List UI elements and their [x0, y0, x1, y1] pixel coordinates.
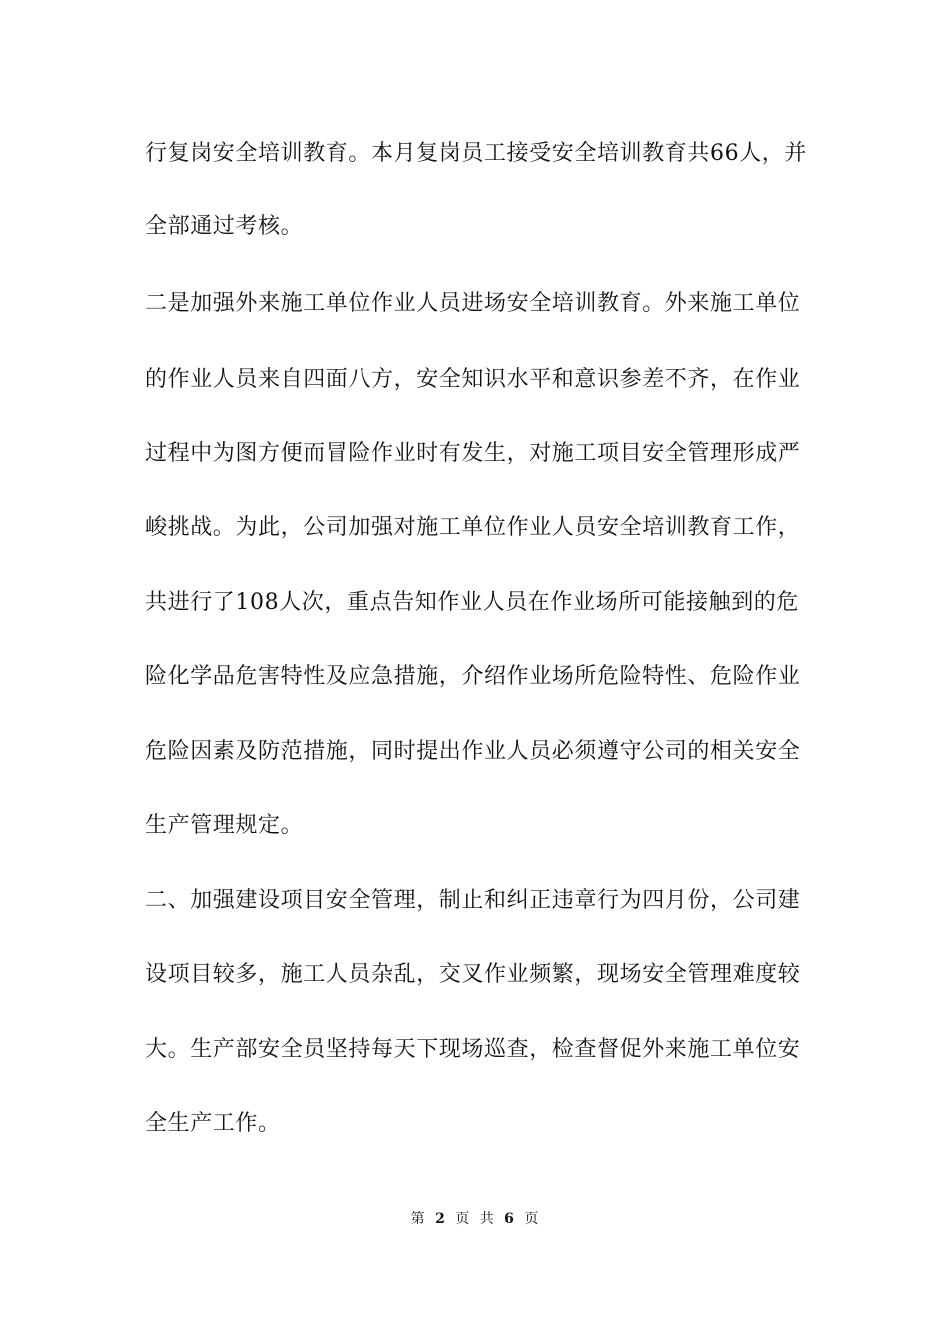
page-footer [0, 1209, 950, 1229]
text-line: 过程中为图方便而冒险作业时有发生，对施工项目安全管理形成严 [145, 441, 801, 466]
footer-prefix: 第 [410, 1211, 426, 1227]
text-line: 全生产工作。 [145, 1111, 281, 1136]
text-line: 危险因素及防范措施，同时提出作业人员必须遵守公司的相关安全 [145, 739, 801, 764]
footer-suffix: 页 [524, 1211, 540, 1227]
text-line: 生产管理规定。 [145, 813, 304, 838]
text-line: 二是加强外来施工单位作业人员进场安全培训教育。外来施工单位 [145, 291, 801, 316]
text-line: 险化学品危害特性及应急措施，介绍作业场所危险特性、危险作业 [145, 664, 801, 689]
text-line: 共进行了108人次，重点告知作业人员在作业场所可能接触到的危 [145, 590, 799, 615]
text-line: 峻挑战。为此，公司加强对施工单位作业人员安全培训教育工作， [145, 515, 801, 540]
text-line: 全部通过考核。 [145, 214, 304, 239]
text-line: 二、加强建设项目安全管理，制止和纠正违章行为四月份，公司建 [145, 888, 801, 913]
text-line: 大。生产部安全员坚持每天下现场巡查，检查督促外来施工单位安 [145, 1037, 801, 1062]
text-line: 设项目较多，施工人员杂乱，交叉作业频繁，现场安全管理难度较 [145, 962, 801, 987]
footer-total-word: 共 [479, 1211, 495, 1227]
text-line: 行复岗安全培训教育。本月复岗员工接受安全培训教育共66人，并 [145, 141, 807, 166]
page-number: 2 [435, 1211, 446, 1227]
text-line: 的作业人员来自四面八方，安全知识水平和意识参差不齐，在作业 [145, 367, 801, 392]
footer-page-word: 页 [455, 1211, 471, 1227]
page-total: 6 [504, 1211, 515, 1227]
